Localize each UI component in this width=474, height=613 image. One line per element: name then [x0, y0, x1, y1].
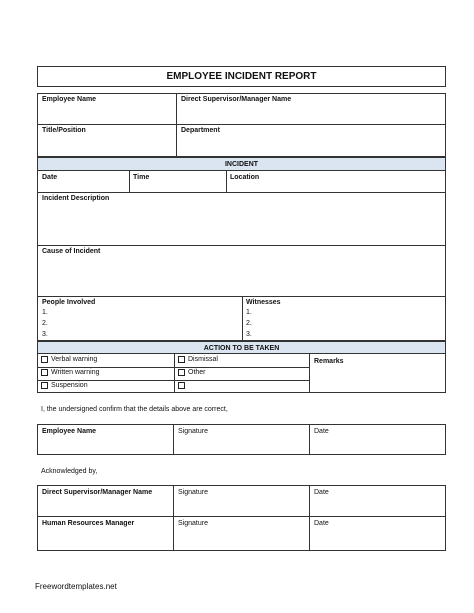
option-dismissal[interactable]: Dismissal [178, 356, 218, 363]
supervisor-sign-name[interactable]: Direct Supervisor/Manager Name [42, 489, 153, 496]
witnesses-field[interactable]: Witnesses [246, 299, 281, 306]
option-other[interactable]: Other [178, 369, 206, 376]
title-box [37, 66, 446, 87]
employee-sign-name[interactable]: Employee Name [42, 428, 97, 435]
action-header: ACTION TO BE TAKEN [37, 341, 446, 354]
time-field[interactable]: Time [133, 174, 150, 181]
hr-manager-sign-name[interactable]: Human Resources Manager [42, 520, 135, 527]
department-field[interactable]: Department [181, 127, 220, 134]
checkbox[interactable] [178, 369, 185, 376]
hr-date-field[interactable]: Date [314, 520, 329, 527]
checkbox[interactable] [41, 369, 48, 376]
employee-signature-field[interactable]: Signature [178, 428, 208, 435]
incident-header: INCIDENT [37, 157, 446, 171]
witness-item-3: 3. [246, 331, 252, 338]
people-item-3: 3. [42, 331, 48, 338]
checkbox[interactable] [178, 356, 185, 363]
title-position-field[interactable]: Title/Position [42, 127, 86, 134]
checkbox[interactable] [41, 382, 48, 389]
option-blank[interactable] [178, 382, 188, 389]
employee-date-field[interactable]: Date [314, 428, 329, 435]
option-written-warning[interactable]: Written warning [41, 369, 100, 376]
option-suspension[interactable]: Suspension [41, 382, 88, 389]
acknowledged-text: Acknowledged by, [41, 468, 98, 475]
footer-source: Freewordtemplates.net [35, 582, 117, 591]
date-field[interactable]: Date [42, 174, 58, 181]
witness-item-2: 2. [246, 320, 252, 327]
employee-signature-table [37, 424, 446, 455]
page-title: EMPLOYEE INCIDENT REPORT [166, 71, 317, 82]
supervisor-signature-field[interactable]: Signature [178, 489, 208, 496]
people-item-1: 1. [42, 309, 48, 316]
checkbox[interactable] [41, 356, 48, 363]
employee-name-field[interactable]: Employee Name [42, 96, 97, 103]
cause-of-incident-field[interactable]: Cause of Incident [42, 248, 101, 255]
hr-signature-field[interactable]: Signature [178, 520, 208, 527]
location-field[interactable]: Location [230, 174, 260, 181]
confirm-text: I, the undersigned confirm that the details above are correct, [41, 406, 228, 413]
people-involved-field[interactable]: People Involved [42, 299, 96, 306]
incident-description-field[interactable]: Incident Description [42, 195, 110, 202]
supervisor-name-field[interactable]: Direct Supervisor/Manager Name [181, 96, 292, 103]
option-verbal-warning[interactable]: Verbal warning [41, 356, 97, 363]
supervisor-date-field[interactable]: Date [314, 489, 329, 496]
remarks-field[interactable]: Remarks [314, 358, 344, 365]
people-item-2: 2. [42, 320, 48, 327]
checkbox[interactable] [178, 382, 185, 389]
witness-item-1: 1. [246, 309, 252, 316]
